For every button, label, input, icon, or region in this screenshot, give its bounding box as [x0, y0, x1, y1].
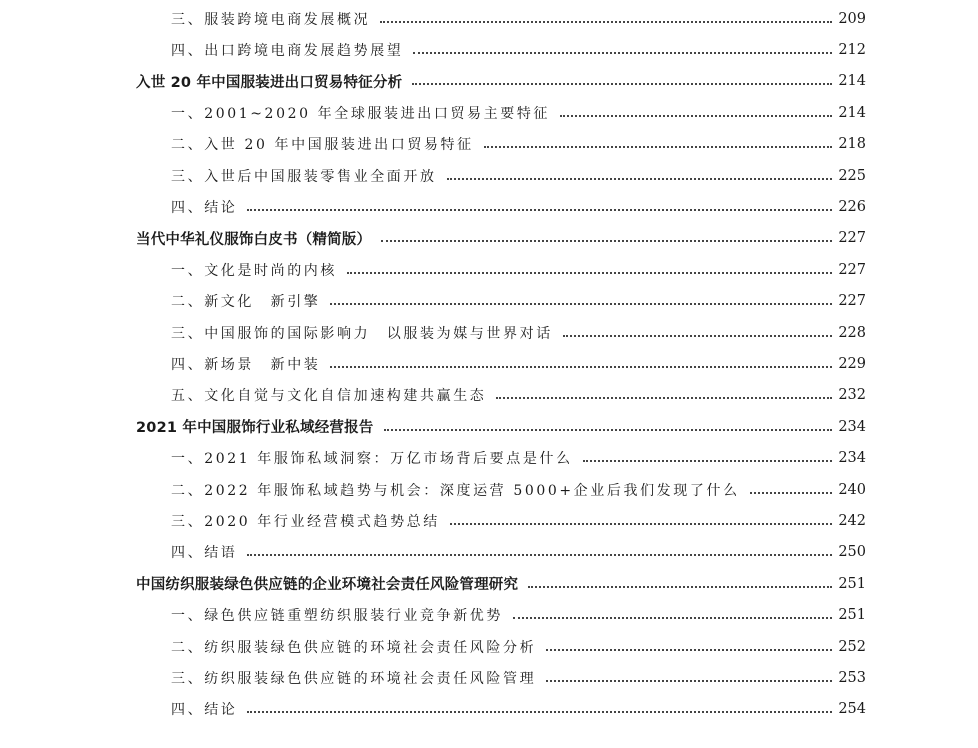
toc-page-number: 251	[838, 607, 866, 624]
dot-leader	[513, 617, 832, 619]
toc-page-number: 226	[838, 199, 866, 216]
toc-page-number: 242	[838, 512, 866, 529]
dot-leader	[546, 649, 832, 651]
toc-page-number: 225	[838, 167, 866, 184]
toc-entry[interactable]	[0, 599, 978, 630]
toc-entry[interactable]	[0, 3, 978, 34]
dot-leader	[413, 52, 832, 54]
toc-page-number: 252	[838, 638, 866, 655]
dot-leader	[750, 492, 832, 494]
toc-entry[interactable]	[0, 160, 978, 191]
toc-entry[interactable]	[0, 97, 978, 128]
toc-page-number: 251	[838, 575, 866, 592]
toc-entry-title: 四、结论	[171, 702, 238, 719]
toc-page-number: 228	[838, 324, 866, 341]
dot-leader	[560, 115, 832, 117]
dot-leader	[347, 272, 832, 274]
dot-leader	[247, 209, 832, 211]
toc-entry-title: 四、结论	[171, 200, 238, 217]
table-of-contents	[0, 3, 978, 725]
dot-leader	[563, 335, 832, 337]
toc-entry[interactable]	[0, 286, 978, 317]
toc-page-number: 232	[838, 387, 866, 404]
dot-leader	[380, 21, 832, 23]
toc-entry[interactable]	[0, 474, 978, 505]
toc-page-number: 214	[838, 104, 866, 121]
toc-page-number: 240	[838, 481, 866, 498]
toc-entry[interactable]	[0, 505, 978, 536]
toc-chapter-title: 2021 年中国服饰行业私域经营报告	[136, 420, 374, 437]
toc-entry-title: 三、2020 年行业经营模式趋势总结	[171, 513, 440, 530]
toc-chapter-title: 入世 20 年中国服装进出口贸易特征分析	[136, 74, 403, 91]
toc-entry[interactable]	[0, 348, 978, 379]
toc-page-number: 209	[838, 10, 866, 27]
toc-entry-title: 四、出口跨境电商发展趋势展望	[171, 43, 404, 60]
toc-entry[interactable]	[0, 662, 978, 693]
toc-page-number: 229	[838, 355, 866, 372]
toc-chapter-entry[interactable]	[0, 223, 978, 254]
toc-entry-title: 一、文化是时尚的内核	[171, 262, 337, 279]
toc-page-number: 227	[838, 293, 866, 310]
toc-chapter-title: 当代中华礼仪服饰白皮书（精简版）	[136, 231, 372, 248]
toc-entry-title: 四、结语	[171, 545, 238, 562]
toc-entry[interactable]	[0, 317, 978, 348]
toc-page-number: 227	[838, 261, 866, 278]
toc-chapter-title: 中国纺织服装绿色供应链的企业环境社会责任风险管理研究	[136, 577, 519, 594]
toc-page-number: 218	[838, 136, 866, 153]
toc-entry-title: 三、纺织服装绿色供应链的环境社会责任风险管理	[171, 670, 537, 687]
toc-chapter-entry[interactable]	[0, 411, 978, 442]
toc-chapter-entry[interactable]	[0, 66, 978, 97]
toc-entry[interactable]	[0, 442, 978, 473]
toc-entry-title: 四、新场景 新中装	[171, 356, 321, 373]
dot-leader	[330, 366, 832, 368]
toc-entry-title: 一、绿色供应链重塑纺织服装行业竞争新优势	[171, 608, 503, 625]
toc-page-number: 253	[838, 669, 866, 686]
dot-leader	[247, 711, 832, 713]
toc-entry-title: 一、2021 年服饰私域洞察：万亿市场背后要点是什么	[171, 451, 573, 468]
dot-leader	[496, 397, 832, 399]
toc-entry[interactable]	[0, 129, 978, 160]
toc-entry[interactable]	[0, 34, 978, 65]
toc-page-number: 234	[838, 450, 866, 467]
dot-leader	[381, 240, 832, 242]
dot-leader	[247, 554, 832, 556]
dot-leader	[546, 680, 832, 682]
dot-leader	[583, 460, 832, 462]
dot-leader	[384, 429, 832, 431]
toc-page-number: 250	[838, 544, 866, 561]
toc-entry[interactable]	[0, 191, 978, 222]
toc-entry-title: 三、中国服饰的国际影响力 以服装为媒与世界对话	[171, 325, 553, 342]
toc-page-number: 227	[838, 230, 866, 247]
toc-page-number: 234	[838, 418, 866, 435]
toc-page-number: 212	[838, 42, 866, 59]
toc-entry[interactable]	[0, 694, 978, 725]
toc-entry-title: 一、2001~2020 年全球服装进出口贸易主要特征	[171, 105, 551, 122]
toc-page-number: 254	[838, 701, 866, 718]
toc-entry[interactable]	[0, 537, 978, 568]
dot-leader	[330, 303, 832, 305]
toc-page-number: 214	[838, 73, 866, 90]
toc-entry-title: 二、新文化 新引擎	[171, 294, 321, 311]
toc-entry-title: 五、文化自觉与文化自信加速构建共赢生态	[171, 388, 487, 405]
dot-leader	[412, 83, 832, 85]
toc-entry[interactable]	[0, 380, 978, 411]
toc-entry[interactable]	[0, 631, 978, 662]
toc-entry-title: 二、入世 20 年中国服装进出口贸易特征	[171, 137, 474, 154]
dot-leader	[528, 586, 832, 588]
toc-entry-title: 三、入世后中国服装零售业全面开放	[171, 168, 437, 185]
dot-leader	[450, 523, 832, 525]
toc-entry-title: 二、纺织服装绿色供应链的环境社会责任风险分析	[171, 639, 537, 656]
toc-entry-title: 二、2022 年服饰私域趋势与机会：深度运营 5000+企业后我们发现了什么	[171, 482, 740, 499]
dot-leader	[484, 146, 832, 148]
toc-entry-title: 三、服装跨境电商发展概况	[171, 11, 371, 28]
toc-entry[interactable]	[0, 254, 978, 285]
dot-leader	[447, 178, 832, 180]
toc-chapter-entry[interactable]	[0, 568, 978, 599]
